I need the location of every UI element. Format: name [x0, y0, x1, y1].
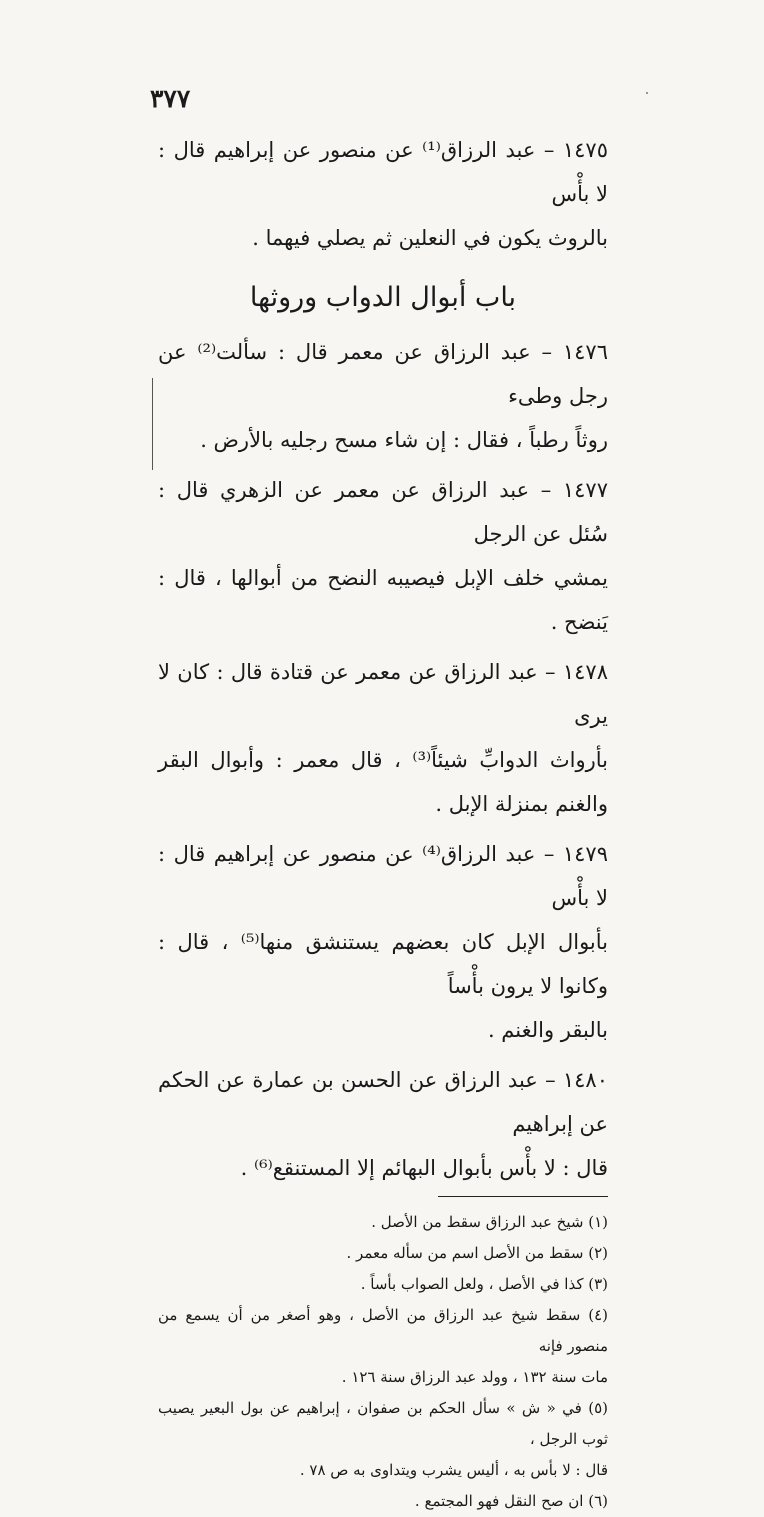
hadith-entry-1477	[158, 468, 608, 644]
footnote-line: (٤) سقط شيخ عبد الرزاق من الأصل ، وهو أصغر من أن يسمع من منصور فإنه	[158, 1306, 608, 1355]
footnote-4	[158, 1300, 608, 1393]
hadith-entry-1475	[158, 128, 608, 260]
hadith-entry-1480	[158, 1058, 608, 1190]
footnotes	[158, 1207, 608, 1517]
ink-speck	[646, 92, 648, 94]
footnote-line: مات سنة ١٣٢ ، وولد عبد الرزاق سنة ١٢٦ .	[341, 1368, 608, 1386]
entry-line: ١٤٧٥ – عبد الرزاق⁽¹⁾ عن منصور عن إبراهيم قال : لا بأْس	[158, 138, 608, 206]
entry-line: ١٤٧٧ – عبد الرزاق عن معمر عن الزهري قال : سُئل عن الرجل	[158, 478, 608, 546]
footnote-line: قال : لا بأس به ، أليس يشرب ويتداوى به ص ٧٨ .	[299, 1461, 608, 1479]
entry-line: بأرواث الدوابِّ شيئاً⁽³⁾ ، قال معمر : وأبوال البقر والغنم بمنزلة الإبل .	[158, 748, 609, 816]
footnote-line: (٣) كذا في الأصل ، ولعل الصواب بأساً .	[360, 1275, 608, 1293]
footnote-5	[158, 1393, 608, 1486]
entry-line: ١٤٧٩ – عبد الرزاق⁽⁴⁾ عن منصور عن إبراهيم قال : لا بأْس	[158, 842, 608, 910]
footnote-3	[158, 1269, 608, 1300]
entry-line: بالبقر والغنم .	[487, 1018, 608, 1042]
entry-line: ١٤٧٨ – عبد الرزاق عن معمر عن قتادة قال : كان لا يرى	[158, 660, 608, 728]
margin-line-mark	[152, 378, 153, 470]
entry-line: ١٤٧٦ – عبد الرزاق عن معمر قال : سألت⁽²⁾ عن رجل وطىء	[158, 340, 608, 408]
entry-line: قال : لا بأْس بأبوال البهائم إلا المستنقع⁽⁶⁾ .	[240, 1156, 608, 1180]
entry-line: يمشي خلف الإبل فيصيبه النضح من أبوالها ، قال : يَنضح .	[158, 566, 608, 634]
entry-line: روثاً رطباً ، فقال : إن شاء مسح رجليه بالأرض .	[200, 428, 608, 452]
entry-line: ١٤٨٠ – عبد الرزاق عن الحسن بن عمارة عن الحكم عن إبراهيم	[158, 1068, 608, 1136]
footnote-line: (٥) في « ش » سأل الحكم بن صفوان ، إبراهيم عن بول البعير يصيب ثوب الرجل ،	[158, 1399, 608, 1448]
entry-line: بأبوال الإبل كان بعضهم يستنشق منها⁽⁵⁾ ، قال : وكانوا لا يرون بأْساً	[158, 930, 609, 998]
entry-line: بالروث يكون في النعلين ثم يصلي فيهما .	[252, 226, 608, 250]
footnote-line: (١) شيخ عبد الرزاق سقط من الأصل .	[371, 1213, 608, 1231]
footnote-2	[158, 1238, 608, 1269]
hadith-entry-1478	[158, 650, 608, 826]
hadith-entry-1479	[158, 832, 608, 1052]
footnote-divider	[438, 1196, 608, 1197]
footnote-1	[158, 1207, 608, 1238]
footnote-6	[158, 1486, 608, 1517]
page-number: ٣٧٧	[150, 84, 191, 113]
footnote-line: (٢) سقط من الأصل اسم من سأله معمر .	[346, 1244, 608, 1262]
hadith-entry-1476	[158, 330, 608, 462]
page-content	[158, 128, 608, 1517]
footnote-line: (٦) ان صح النقل فهو المجتمع .	[414, 1492, 608, 1510]
chapter-heading: باب أبوال الدواب وروثها	[249, 282, 517, 313]
